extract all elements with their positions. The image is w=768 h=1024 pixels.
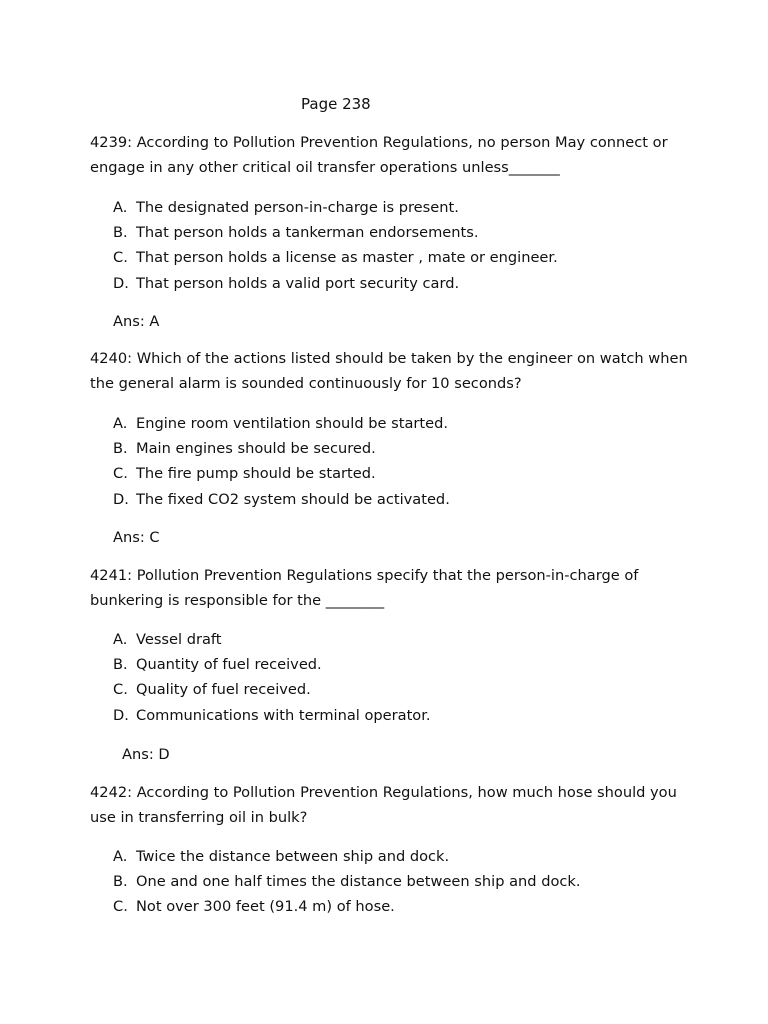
option-letter: C. [113, 898, 128, 916]
option-text: The fixed CO2 system should be activated. [136, 490, 450, 508]
answer-4241: Ans: D [122, 746, 170, 763]
question-4241 [90, 564, 690, 613]
option-text: Quantity of fuel received. [136, 656, 322, 674]
answer-4240: Ans: C [113, 529, 160, 546]
option-text: One and one half times the distance between ship and dock. [136, 873, 581, 891]
options-list-4241 [113, 627, 431, 728]
options-list-4242 [113, 844, 581, 920]
option-letter: D. [113, 274, 129, 292]
option-b [113, 436, 450, 461]
option-letter: C. [113, 681, 128, 699]
question-text-line: 4241: Pollution Prevention Regulations specify that the person-in-charge of [90, 567, 639, 584]
option-text: Communications with terminal operator. [136, 706, 431, 724]
option-c [113, 894, 581, 919]
option-a [113, 195, 558, 220]
option-a [113, 627, 431, 652]
option-letter: B. [113, 873, 128, 891]
question-text-line: 4240: Which of the actions listed should be taken by the engineer on watch when [90, 350, 688, 367]
option-b [113, 869, 581, 894]
option-text: Not over 300 feet (91.4 m) of hose. [136, 898, 395, 916]
option-d [113, 271, 558, 296]
option-letter: B. [113, 224, 128, 242]
option-letter: D. [113, 490, 129, 508]
option-c [113, 461, 450, 486]
question-text-line: 4239: According to Pollution Prevention Regulations, no person May connect or [90, 134, 668, 151]
option-text: Vessel draft [136, 631, 222, 648]
page-number: Page 238 [301, 95, 371, 113]
option-letter: A. [113, 415, 128, 432]
option-letter: A. [113, 631, 128, 648]
option-d [113, 703, 431, 728]
option-text: The designated person-in-charge is present. [136, 199, 459, 216]
option-letter: B. [113, 656, 128, 674]
question-4242 [90, 781, 690, 830]
question-4240 [90, 347, 690, 396]
option-text: Engine room ventilation should be started. [136, 415, 449, 432]
question-text-line: engage in any other critical oil transfer operations unless_______ [90, 158, 560, 176]
option-text: Quality of fuel received. [136, 681, 311, 699]
option-d [113, 487, 450, 512]
option-a [113, 411, 450, 436]
option-letter: D. [113, 706, 129, 724]
option-letter: A. [113, 199, 128, 216]
question-text-line: bunkering is responsible for the ________ [90, 591, 385, 609]
option-letter: B. [113, 440, 128, 458]
options-list-4239 [113, 195, 558, 296]
option-letter: C. [113, 465, 128, 483]
option-b [113, 220, 558, 245]
question-text-line: the general alarm is sounded continuously for 10 seconds? [90, 374, 522, 392]
option-letter: A. [113, 848, 128, 865]
option-text: Twice the distance between ship and dock. [136, 848, 450, 865]
option-text: That person holds a license as master , mate or engineer. [136, 249, 558, 267]
option-text: The fire pump should be started. [136, 465, 376, 483]
option-text: That person holds a valid port security card. [136, 274, 460, 292]
question-text-line: 4242: According to Pollution Prevention Regulations, how much hose should you [90, 784, 677, 801]
question-4239 [90, 131, 690, 180]
options-list-4240 [113, 411, 450, 512]
option-text: Main engines should be secured. [136, 440, 376, 458]
option-b [113, 652, 431, 677]
answer-4239: Ans: A [113, 313, 160, 330]
option-letter: C. [113, 249, 128, 267]
option-a [113, 844, 581, 869]
option-text: That person holds a tankerman endorsements. [136, 224, 479, 242]
question-text-line: use in transferring oil in bulk? [90, 808, 308, 826]
option-c [113, 677, 431, 702]
option-c [113, 245, 558, 270]
